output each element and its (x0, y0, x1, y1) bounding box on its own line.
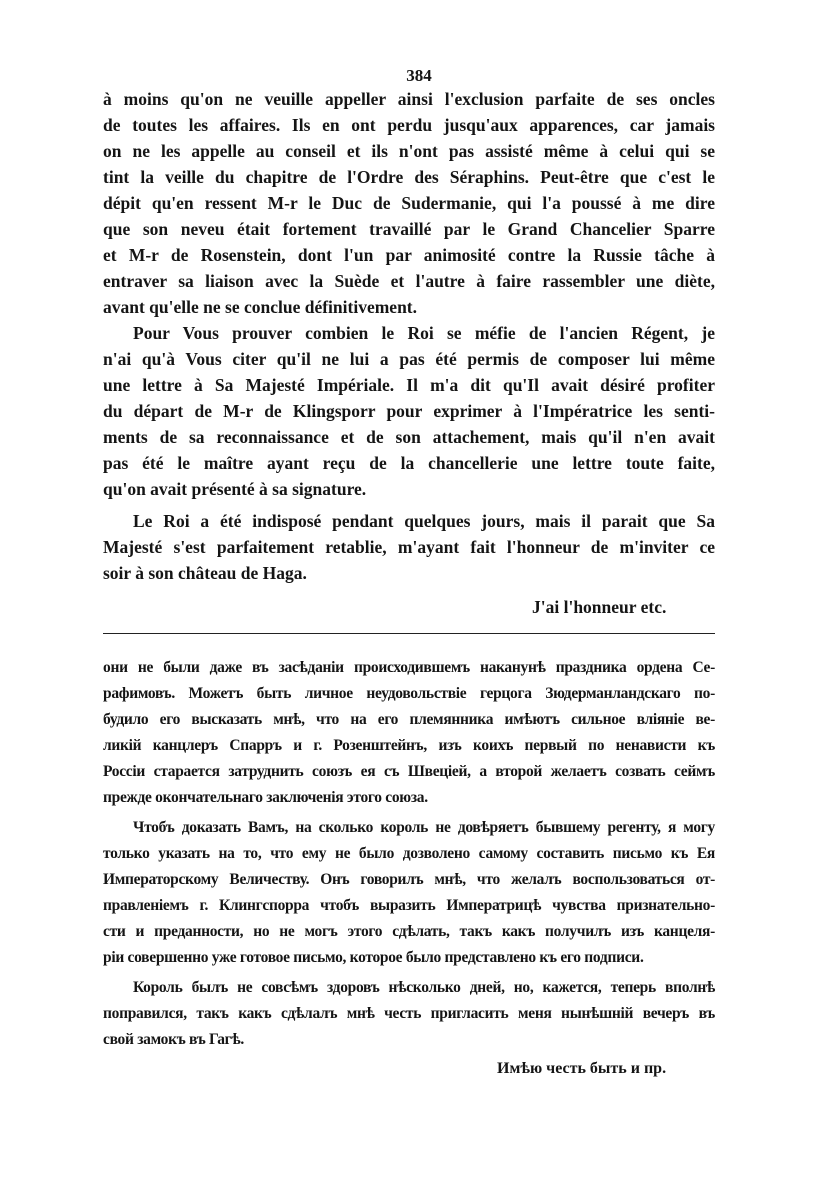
text-line: правленіемъ г. Клингспорра чтобъ выразить Императрицѣ чувства признательно- (103, 897, 715, 914)
page-number: 384 (406, 66, 432, 85)
russian-paragraph-3 (103, 975, 715, 1053)
text-line: avant qu'elle ne se conclue définitivement. (103, 297, 418, 317)
text-line: Чтобъ доказать Вамъ, на сколько король не довѣряетъ бывшему регенту, я могу (133, 819, 715, 836)
text-line: поправился, такъ какъ сдѣлалъ мнѣ честь пригласить меня нынѣшній вечеръ въ (103, 1005, 715, 1022)
text-line: et M-r de Rosenstein, dont l'un par animosité contre la Russie tâche à (103, 245, 715, 265)
french-paragraph-3 (103, 508, 715, 586)
text-line: soir à son château de Haga. (103, 563, 307, 583)
text-line: à moins qu'on ne veuille appeller ainsi l'exclusion parfaite de ses oncles (103, 89, 715, 109)
text-line: сти и преданности, но не могъ этого сдѣлать, такъ какъ получилъ изъ канцеля- (103, 923, 715, 940)
text-line: Король былъ не совсѣмъ здоровъ нѣсколько дней, но, кажется, теперь вполнѣ (133, 979, 715, 996)
text-line: прежде окончательнаго заключенія этого союза. (103, 789, 428, 806)
text-line: tint la veille du chapitre de l'Ordre des Séraphins. Peut-être que c'est le (103, 167, 715, 187)
text-line: que son neveu était fortement travaillé par le Grand Chancelier Sparre (103, 219, 715, 239)
text-line: будило его высказать мнѣ, что на его племянника имѣютъ сильное вліяніе ве- (103, 711, 715, 728)
french-closing: J'ai l'honneur etc. (532, 597, 667, 617)
text-line: ріи совершенно уже готовое письмо, которое было представлено къ его подписи. (103, 949, 644, 966)
text-line: Россіи старается затруднить союзъ ея съ Швеціей, а второй желаетъ созвать сеймъ (103, 763, 715, 780)
text-line: они не были даже въ засѣданіи происходившемъ наканунѣ праздника ордена Се- (103, 659, 715, 676)
text-line: n'ai qu'à Vous citer qu'il ne lui a pas été permis de composer lui même (103, 349, 715, 369)
text-line: ликій канцлеръ Спарръ и г. Розенштейнъ, изъ коихъ первый по ненависти къ (103, 737, 715, 754)
text-line: только указать на то, что ему не было дозволено самому составить письмо къ Ея (103, 845, 715, 862)
text-line: Majesté s'est parfaitement retablie, m'ayant fait l'honneur de m'inviter ce (103, 537, 715, 557)
text-line: свой замокъ въ Гагѣ. (103, 1031, 244, 1048)
text-line: pas été le maître ayant reçu de la chancellerie une lettre toute faite, (103, 453, 715, 473)
text-line: on ne les appelle au conseil et ils n'ont pas assisté même à celui qui se (103, 141, 715, 161)
russian-closing: Имѣю честь быть и пр. (497, 1060, 667, 1077)
text-line: Le Roi a été indisposé pendant quelques jours, mais il parait que Sa (133, 511, 715, 531)
text-line: qu'on avait présenté à sa signature. (103, 479, 367, 499)
russian-paragraph-2 (103, 815, 715, 971)
text-line: de toutes les affaires. Ils en ont perdu jusqu'aux apparences, car jamais (103, 115, 715, 135)
text-line: ments de sa reconnaissance et de son attachement, mais qu'il n'en avait (103, 427, 715, 447)
text-line: entraver sa liaison avec la Suède et l'autre à faire rassembler une diète, (103, 271, 715, 291)
text-line: du départ de M-r de Klingsporr pour exprimer à l'Impératrice les senti- (103, 401, 715, 421)
french-paragraph-2 (103, 320, 715, 502)
text-line: dépit qu'en ressent M-r le Duc de Sudermanie, qui l'a poussé à me dire (103, 193, 715, 213)
russian-paragraph-1 (103, 655, 715, 811)
french-paragraph-1 (103, 86, 715, 320)
text-line: Pour Vous prouver combien le Roi se méfie de l'ancien Régent, je (133, 323, 715, 343)
separator-rule (103, 633, 715, 634)
text-line: Императорскому Величеству. Онъ говорилъ мнѣ, что желалъ воспользоваться от- (103, 871, 715, 888)
text-line: рафимовъ. Можетъ быть личное неудовольствіе герцога Зюдерманландскаго по- (103, 685, 715, 702)
text-line: une lettre à Sa Majesté Impériale. Il m'a dit qu'Il avait désiré profiter (103, 375, 715, 395)
